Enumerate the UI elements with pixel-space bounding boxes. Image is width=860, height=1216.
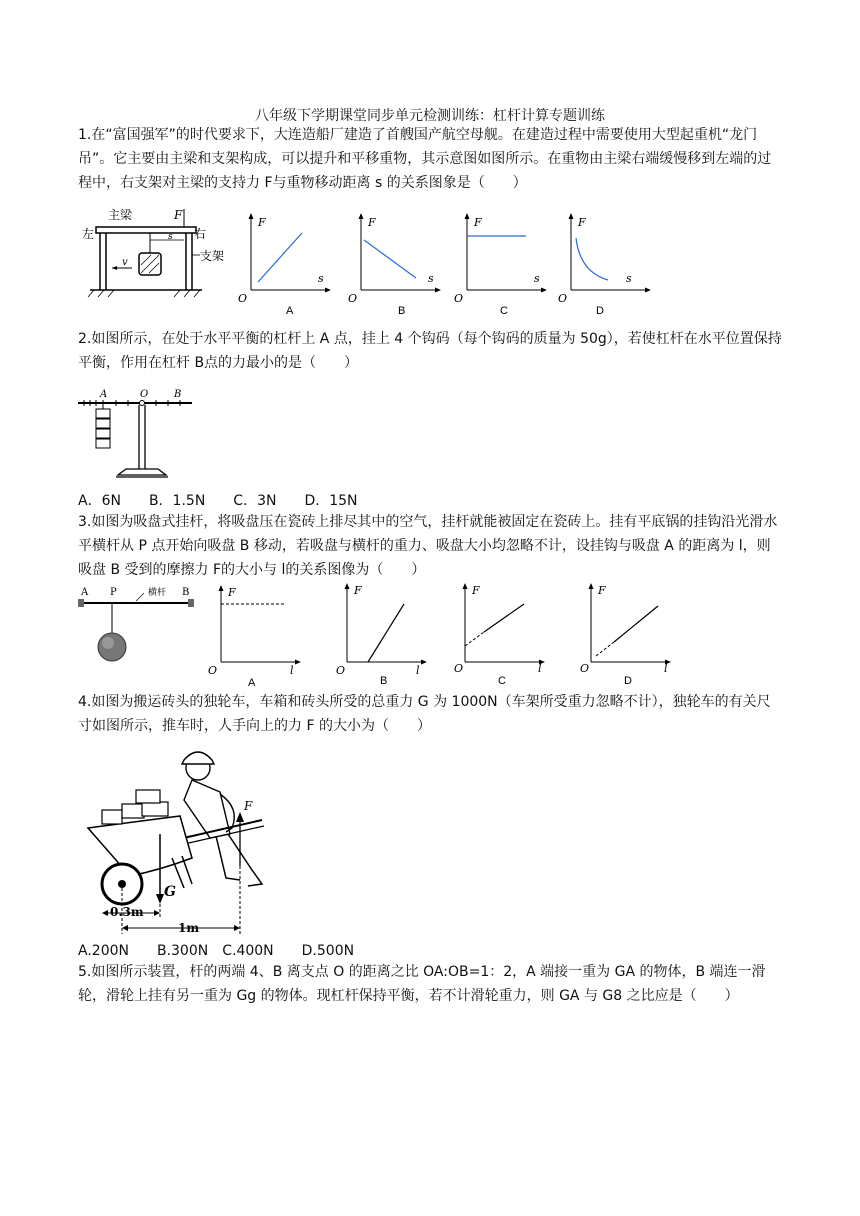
q3-label-hengan: 横杆 <box>148 588 167 598</box>
q1-label-v: v <box>122 257 128 268</box>
q4-label-d1: 0.3m <box>110 905 144 919</box>
q4-label-G: G <box>164 884 176 900</box>
question-5-text: 5.如图所示装置，杆的两端 4、B 离支点 O 的距离之比 OA:OB=1：2，A 端接一重为 GA 的物体，B 端连一滑轮，滑轮上挂有另一重为 Gg 的物体。现杠杆保持平衡，若不计滑轮重力，则 GA 与 G8 之比应是（ ） <box>78 964 766 1004</box>
svg-text:s: s <box>534 272 540 285</box>
svg-text:O: O <box>454 292 464 305</box>
question-1-text: 1.在“富国强军”的时代要求下，大连造船厂建造了首艘国产航空母舰。在建造过程中需要使用大型起重机“龙门吊”。它主要由主梁和支架构成，可以提升和平移重物，其示意图如图所示。在重物由主梁右端缓慢移到左端的过程中，右支架对主梁的支持力 F与重物移动距离 s 的关系图象是（ ） <box>78 127 772 191</box>
q4-label-F: F <box>244 799 253 813</box>
svg-text:O: O <box>580 662 590 675</box>
q1-label-zhuliang: 主梁 <box>108 208 133 222</box>
question-4-text: 4.如图为搬运砖头的独轮车，车箱和砖头所受的总重力 G 为 1000N（车架所受重力忽略不计），独轮车的有关尺寸如图所示，推车时，人手向上的力 F 的大小为（ ） <box>78 694 771 734</box>
q1-label-s: s <box>168 232 173 242</box>
q3-graph-b <box>332 580 432 688</box>
svg-text:F: F <box>598 584 606 597</box>
q1-graph-d <box>556 210 656 320</box>
q1-label-you: 右 <box>194 227 207 241</box>
q2-label-B: B <box>174 389 182 400</box>
q3-label-P: P <box>110 587 117 598</box>
svg-text:F: F <box>258 216 266 229</box>
svg-text:s: s <box>428 272 434 285</box>
q1-graph-a-label: A <box>286 305 294 317</box>
q1-label-zuo: 左 <box>82 227 95 241</box>
page-title: 八年级下学期课堂同步单元检测训练：杠杆计算专题训练 <box>255 108 605 124</box>
q3-graph-d-label: D <box>624 675 632 687</box>
svg-text:F: F <box>354 584 362 597</box>
q1-graph-c-label: C <box>500 305 508 317</box>
question-2-text: 2.如图所示，在处于水平平衡的杠杆上 A 点，挂上 4 个钩码（每个钩码的质量为 50g），若使杠杆在水平位置保持平衡，作用在杠杆 B点的力最小的是（ ） <box>78 331 782 371</box>
q3-label-B: B <box>182 587 190 598</box>
q1-label-zhijia: 支架 <box>200 249 225 263</box>
q3-graph-a <box>206 582 306 690</box>
svg-text:F: F <box>474 216 482 229</box>
q3-graph-c-label: C <box>498 675 506 687</box>
svg-text:O: O <box>454 662 464 675</box>
q1-crane-figure <box>80 205 230 305</box>
q2-lever-figure <box>76 385 196 485</box>
svg-text:s: s <box>626 272 632 285</box>
q3-graph-d <box>578 580 678 688</box>
svg-text:O: O <box>348 292 358 305</box>
q1-graph-b-label: B <box>398 305 406 317</box>
q1-label-F: F <box>174 208 183 222</box>
q1-graph-a <box>236 210 336 320</box>
svg-text:l: l <box>538 662 542 675</box>
q3-graph-b-label: B <box>380 675 388 687</box>
svg-text:F: F <box>228 586 236 599</box>
q3-graph-c <box>452 580 552 688</box>
q2-label-A: A <box>100 389 108 400</box>
q3-hanger-figure <box>76 583 206 668</box>
question-3-text: 3.如图为吸盘式挂杆，将吸盘压在瓷砖上排尽其中的空气，挂杆就能被固定在瓷砖上。挂有平底锅的挂钩沿光滑水平横杆从 P 点开始向吸盘 B 移动，若吸盘与横杆的重力、吸盘大小均忽略不计，设挂钩与吸盘 A 的距离为 l，则吸盘 B 受到的摩擦力 F的大小与 l的关系图像为（ ） <box>78 514 778 578</box>
svg-text:O: O <box>208 664 218 677</box>
q1-graph-c <box>452 210 552 320</box>
q1-graph-d-label: D <box>596 305 604 317</box>
question-2-options: A．6N B．1.5N C．3N D．15N <box>78 493 358 509</box>
svg-text:s: s <box>318 272 324 285</box>
svg-text:F: F <box>472 584 480 597</box>
question-4-options: A.200N B.300N C.400N D.500N <box>78 943 355 959</box>
svg-text:l: l <box>290 664 294 677</box>
svg-text:O: O <box>336 664 346 677</box>
q4-wheelbarrow-figure <box>80 738 280 938</box>
q3-label-A: A <box>81 587 89 598</box>
q1-graph-b <box>346 210 446 320</box>
svg-text:l: l <box>416 664 420 677</box>
q4-label-d2: 1m <box>178 921 200 935</box>
svg-text:F: F <box>578 216 586 229</box>
svg-text:l: l <box>664 662 668 675</box>
svg-text:O: O <box>238 292 248 305</box>
q2-label-O: O <box>140 389 149 400</box>
svg-text:O: O <box>558 292 568 305</box>
q3-graph-a-label: A <box>248 677 256 689</box>
svg-text:F: F <box>368 216 376 229</box>
